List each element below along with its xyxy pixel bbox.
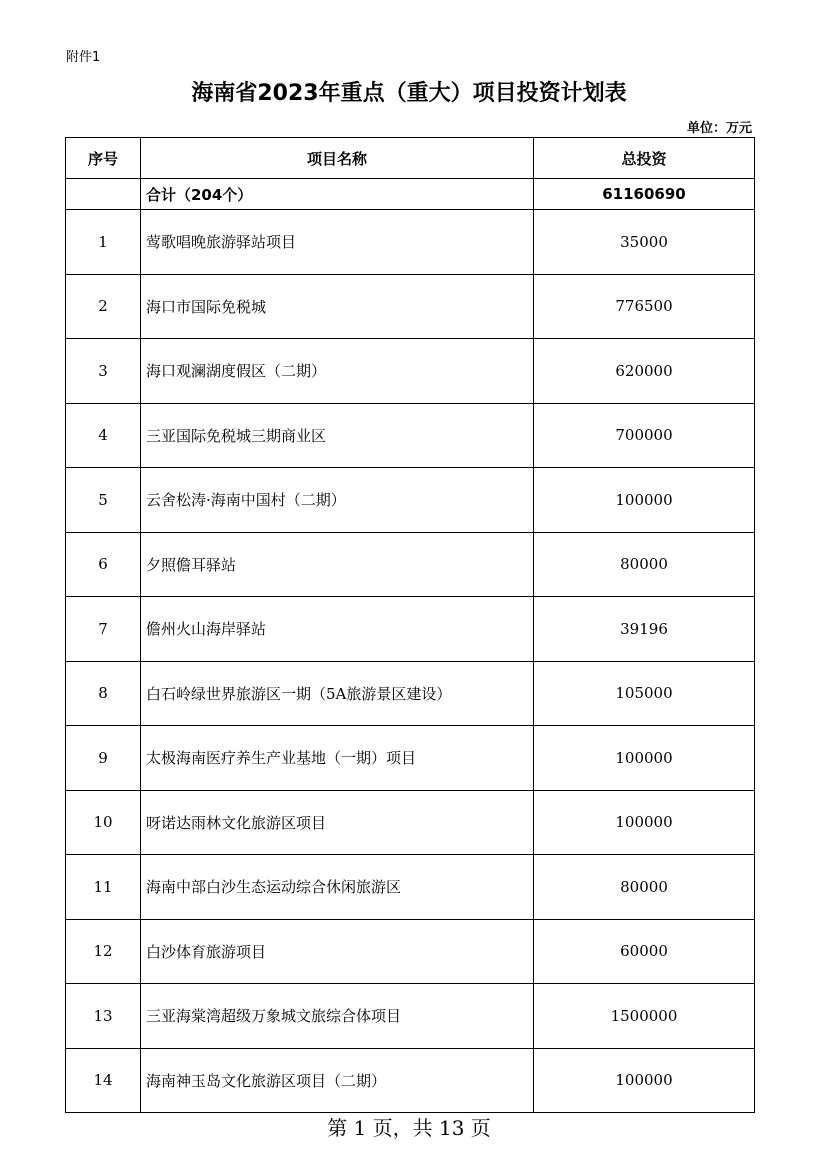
row-name-cell: 云舍松涛·海南中国村（二期）	[141, 468, 534, 533]
row-index-cell: 8	[66, 661, 141, 726]
row-name-cell: 白沙体育旅游项目	[141, 919, 534, 984]
row-investment-cell: 1500000	[534, 984, 755, 1049]
row-investment-cell: 35000	[534, 210, 755, 275]
row-name-cell: 莺歌唱晚旅游驿站项目	[141, 210, 534, 275]
row-investment-cell: 100000	[534, 726, 755, 791]
row-investment-cell: 39196	[534, 597, 755, 662]
row-name-cell: 太极海南医疗养生产业基地（一期）项目	[141, 726, 534, 791]
table-row	[66, 1048, 755, 1113]
row-index-cell: 10	[66, 790, 141, 855]
row-investment-cell: 80000	[534, 532, 755, 597]
row-name-cell: 海口观澜湖度假区（二期）	[141, 339, 534, 404]
row-name-cell: 夕照儋耳驿站	[141, 532, 534, 597]
row-name-cell: 儋州火山海岸驿站	[141, 597, 534, 662]
row-investment-cell: 100000	[534, 1048, 755, 1113]
row-investment-cell: 100000	[534, 468, 755, 533]
table-row	[66, 339, 755, 404]
row-investment-cell: 60000	[534, 919, 755, 984]
table-row	[66, 919, 755, 984]
column-header-investment: 总投资	[534, 138, 755, 179]
table-row	[66, 790, 755, 855]
table-row	[66, 855, 755, 920]
total-label: 合计（204个）	[141, 179, 534, 210]
row-investment-cell: 105000	[534, 661, 755, 726]
row-name-cell: 海南中部白沙生态运动综合休闲旅游区	[141, 855, 534, 920]
row-index-cell: 11	[66, 855, 141, 920]
row-name-cell: 三亚海棠湾超级万象城文旅综合体项目	[141, 984, 534, 1049]
table-row	[66, 403, 755, 468]
row-index-cell: 3	[66, 339, 141, 404]
row-index-cell: 7	[66, 597, 141, 662]
row-index-cell: 13	[66, 984, 141, 1049]
row-index-cell: 4	[66, 403, 141, 468]
row-name-cell: 海南神玉岛文化旅游区项目（二期）	[141, 1048, 534, 1113]
table-row	[66, 468, 755, 533]
page-title: 海南省2023年重点（重大）项目投资计划表	[191, 81, 627, 106]
table-row	[66, 726, 755, 791]
row-name-cell: 三亚国际免税城三期商业区	[141, 403, 534, 468]
row-investment-cell: 80000	[534, 855, 755, 920]
table-row	[66, 210, 755, 275]
row-investment-cell: 620000	[534, 339, 755, 404]
total-index-cell	[66, 179, 141, 210]
table-row	[66, 532, 755, 597]
table-header-row	[66, 138, 755, 179]
row-index-cell: 6	[66, 532, 141, 597]
table-row	[66, 274, 755, 339]
row-index-cell: 14	[66, 1048, 141, 1113]
page-footer: 第 1 页，共 13 页	[327, 1116, 491, 1140]
row-index-cell: 12	[66, 919, 141, 984]
column-header-index: 序号	[66, 138, 141, 179]
attachment-label: 附件1	[66, 50, 101, 65]
unit-label: 单位：万元	[686, 121, 752, 136]
table-row	[66, 597, 755, 662]
total-row	[66, 179, 755, 210]
row-name-cell: 海口市国际免税城	[141, 274, 534, 339]
row-investment-cell: 700000	[534, 403, 755, 468]
row-investment-cell: 776500	[534, 274, 755, 339]
table-row	[66, 984, 755, 1049]
row-index-cell: 5	[66, 468, 141, 533]
column-header-name: 项目名称	[141, 138, 534, 179]
row-index-cell: 2	[66, 274, 141, 339]
table-row	[66, 661, 755, 726]
row-index-cell: 1	[66, 210, 141, 275]
investment-table	[65, 137, 755, 1113]
total-value: 61160690	[534, 179, 755, 210]
row-name-cell: 白石岭绿世界旅游区一期（5A旅游景区建设）	[141, 661, 534, 726]
row-investment-cell: 100000	[534, 790, 755, 855]
row-index-cell: 9	[66, 726, 141, 791]
row-name-cell: 呀诺达雨林文化旅游区项目	[141, 790, 534, 855]
